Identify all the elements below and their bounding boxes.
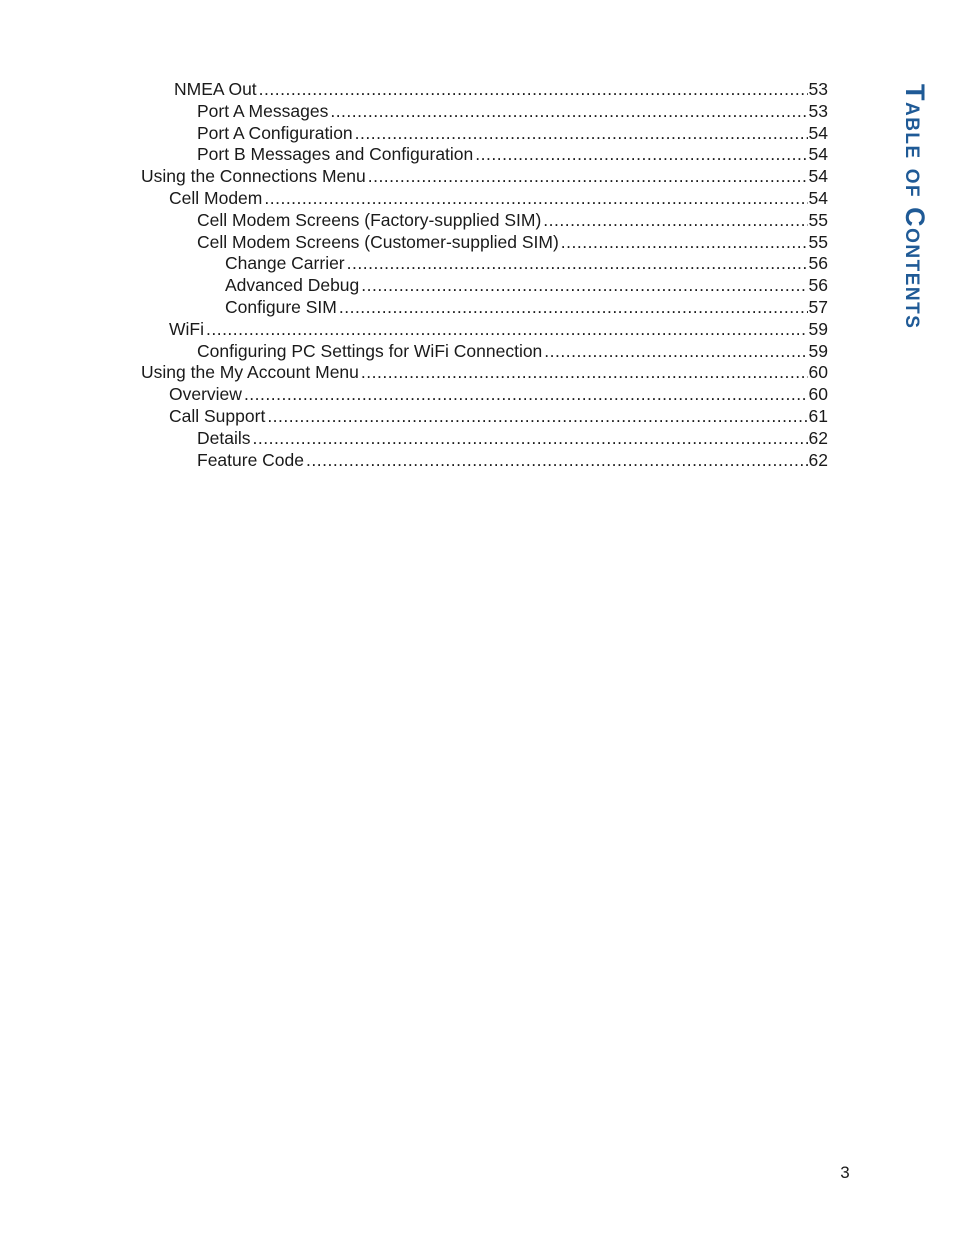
toc-entry-page: 54 — [808, 166, 828, 187]
toc-entry-page: 55 — [808, 231, 828, 252]
toc-entry[interactable] — [197, 100, 828, 122]
toc-entry[interactable] — [225, 252, 828, 274]
dot-leader — [561, 231, 808, 253]
dot-leader — [259, 78, 808, 100]
toc-entry-title: Cell Modem — [169, 188, 263, 208]
toc-entry[interactable] — [225, 296, 828, 318]
toc-entry-page: 61 — [808, 406, 828, 426]
toc-entry[interactable] — [169, 318, 828, 340]
dot-leader — [267, 405, 807, 427]
toc-entry[interactable] — [197, 122, 828, 144]
toc-entry-page: 56 — [808, 253, 828, 274]
dot-leader — [475, 143, 807, 165]
dot-leader — [330, 100, 807, 122]
toc-entry-title: Advanced Debug — [225, 275, 360, 296]
toc-entry-title: Change Carrier — [225, 253, 345, 274]
toc-entry-title: NMEA Out — [174, 79, 257, 99]
toc-entry-title: Port A Configuration — [197, 122, 353, 143]
side-heading: Table of Contents — [900, 84, 930, 330]
toc-entry[interactable] — [174, 78, 828, 100]
dot-leader — [544, 340, 807, 362]
toc-entry-page: 53 — [808, 100, 828, 121]
toc-entry-title: Configuring PC Settings for WiFi Connection — [197, 340, 543, 361]
toc-entry-title: Details — [197, 427, 251, 448]
toc-entry[interactable] — [197, 449, 828, 471]
toc-entry-page: 54 — [808, 144, 828, 165]
toc-entry[interactable] — [141, 165, 828, 187]
toc-entry-page: 62 — [808, 427, 828, 448]
dot-leader — [206, 318, 808, 340]
page-number: 3 — [840, 1163, 850, 1182]
toc-entry[interactable] — [197, 231, 828, 253]
toc-entry-page: 60 — [808, 362, 828, 383]
dot-leader — [264, 187, 807, 209]
toc-entry[interactable] — [225, 274, 828, 296]
toc-entry[interactable] — [197, 143, 828, 165]
toc-entry-page: 54 — [808, 188, 828, 208]
dot-leader — [368, 165, 808, 187]
toc-entry-title: Cell Modem Screens (Factory-supplied SIM) — [197, 209, 542, 230]
toc-entry[interactable] — [197, 209, 828, 231]
dot-leader — [355, 122, 808, 144]
toc-entry-page: 60 — [808, 384, 828, 405]
toc-entry-page: 56 — [808, 275, 828, 296]
toc-entry-title: Using the My Account Menu — [141, 362, 359, 383]
dot-leader — [347, 252, 808, 274]
toc-entry-title: Using the Connections Menu — [141, 166, 366, 187]
dot-leader — [361, 274, 807, 296]
toc-entry-title: Port B Messages and Configuration — [197, 144, 474, 165]
toc-entry[interactable] — [141, 361, 828, 383]
dot-leader — [244, 383, 808, 405]
dot-leader — [361, 361, 808, 383]
toc-entry-title: Call Support — [169, 406, 266, 426]
toc-entry-title: Port A Messages — [197, 100, 329, 121]
toc-entry-title: Cell Modem Screens (Customer-supplied SIM) — [197, 231, 559, 252]
dot-leader — [339, 296, 808, 318]
toc-entry-page: 59 — [808, 340, 828, 361]
toc-entry[interactable] — [197, 340, 828, 362]
toc-entry[interactable] — [197, 427, 828, 449]
dot-leader — [543, 209, 807, 231]
toc-entry[interactable] — [169, 383, 828, 405]
dot-leader — [253, 427, 808, 449]
toc-entry-title: Overview — [169, 384, 242, 405]
toc-entry-page: 55 — [808, 209, 828, 230]
dot-leader — [306, 449, 808, 471]
toc-entry-page: 53 — [808, 79, 828, 99]
toc-entry-page: 62 — [808, 449, 828, 470]
toc-entry-page: 54 — [808, 122, 828, 143]
toc-entry-page: 57 — [808, 297, 828, 317]
toc-entry[interactable] — [169, 187, 828, 209]
toc-entry-page: 59 — [808, 318, 828, 339]
toc-entry[interactable] — [169, 405, 828, 427]
toc-entry-title: Feature Code — [197, 449, 305, 470]
toc-entry-title: WiFi — [169, 318, 204, 339]
toc-entry-title: Configure SIM — [225, 297, 337, 317]
